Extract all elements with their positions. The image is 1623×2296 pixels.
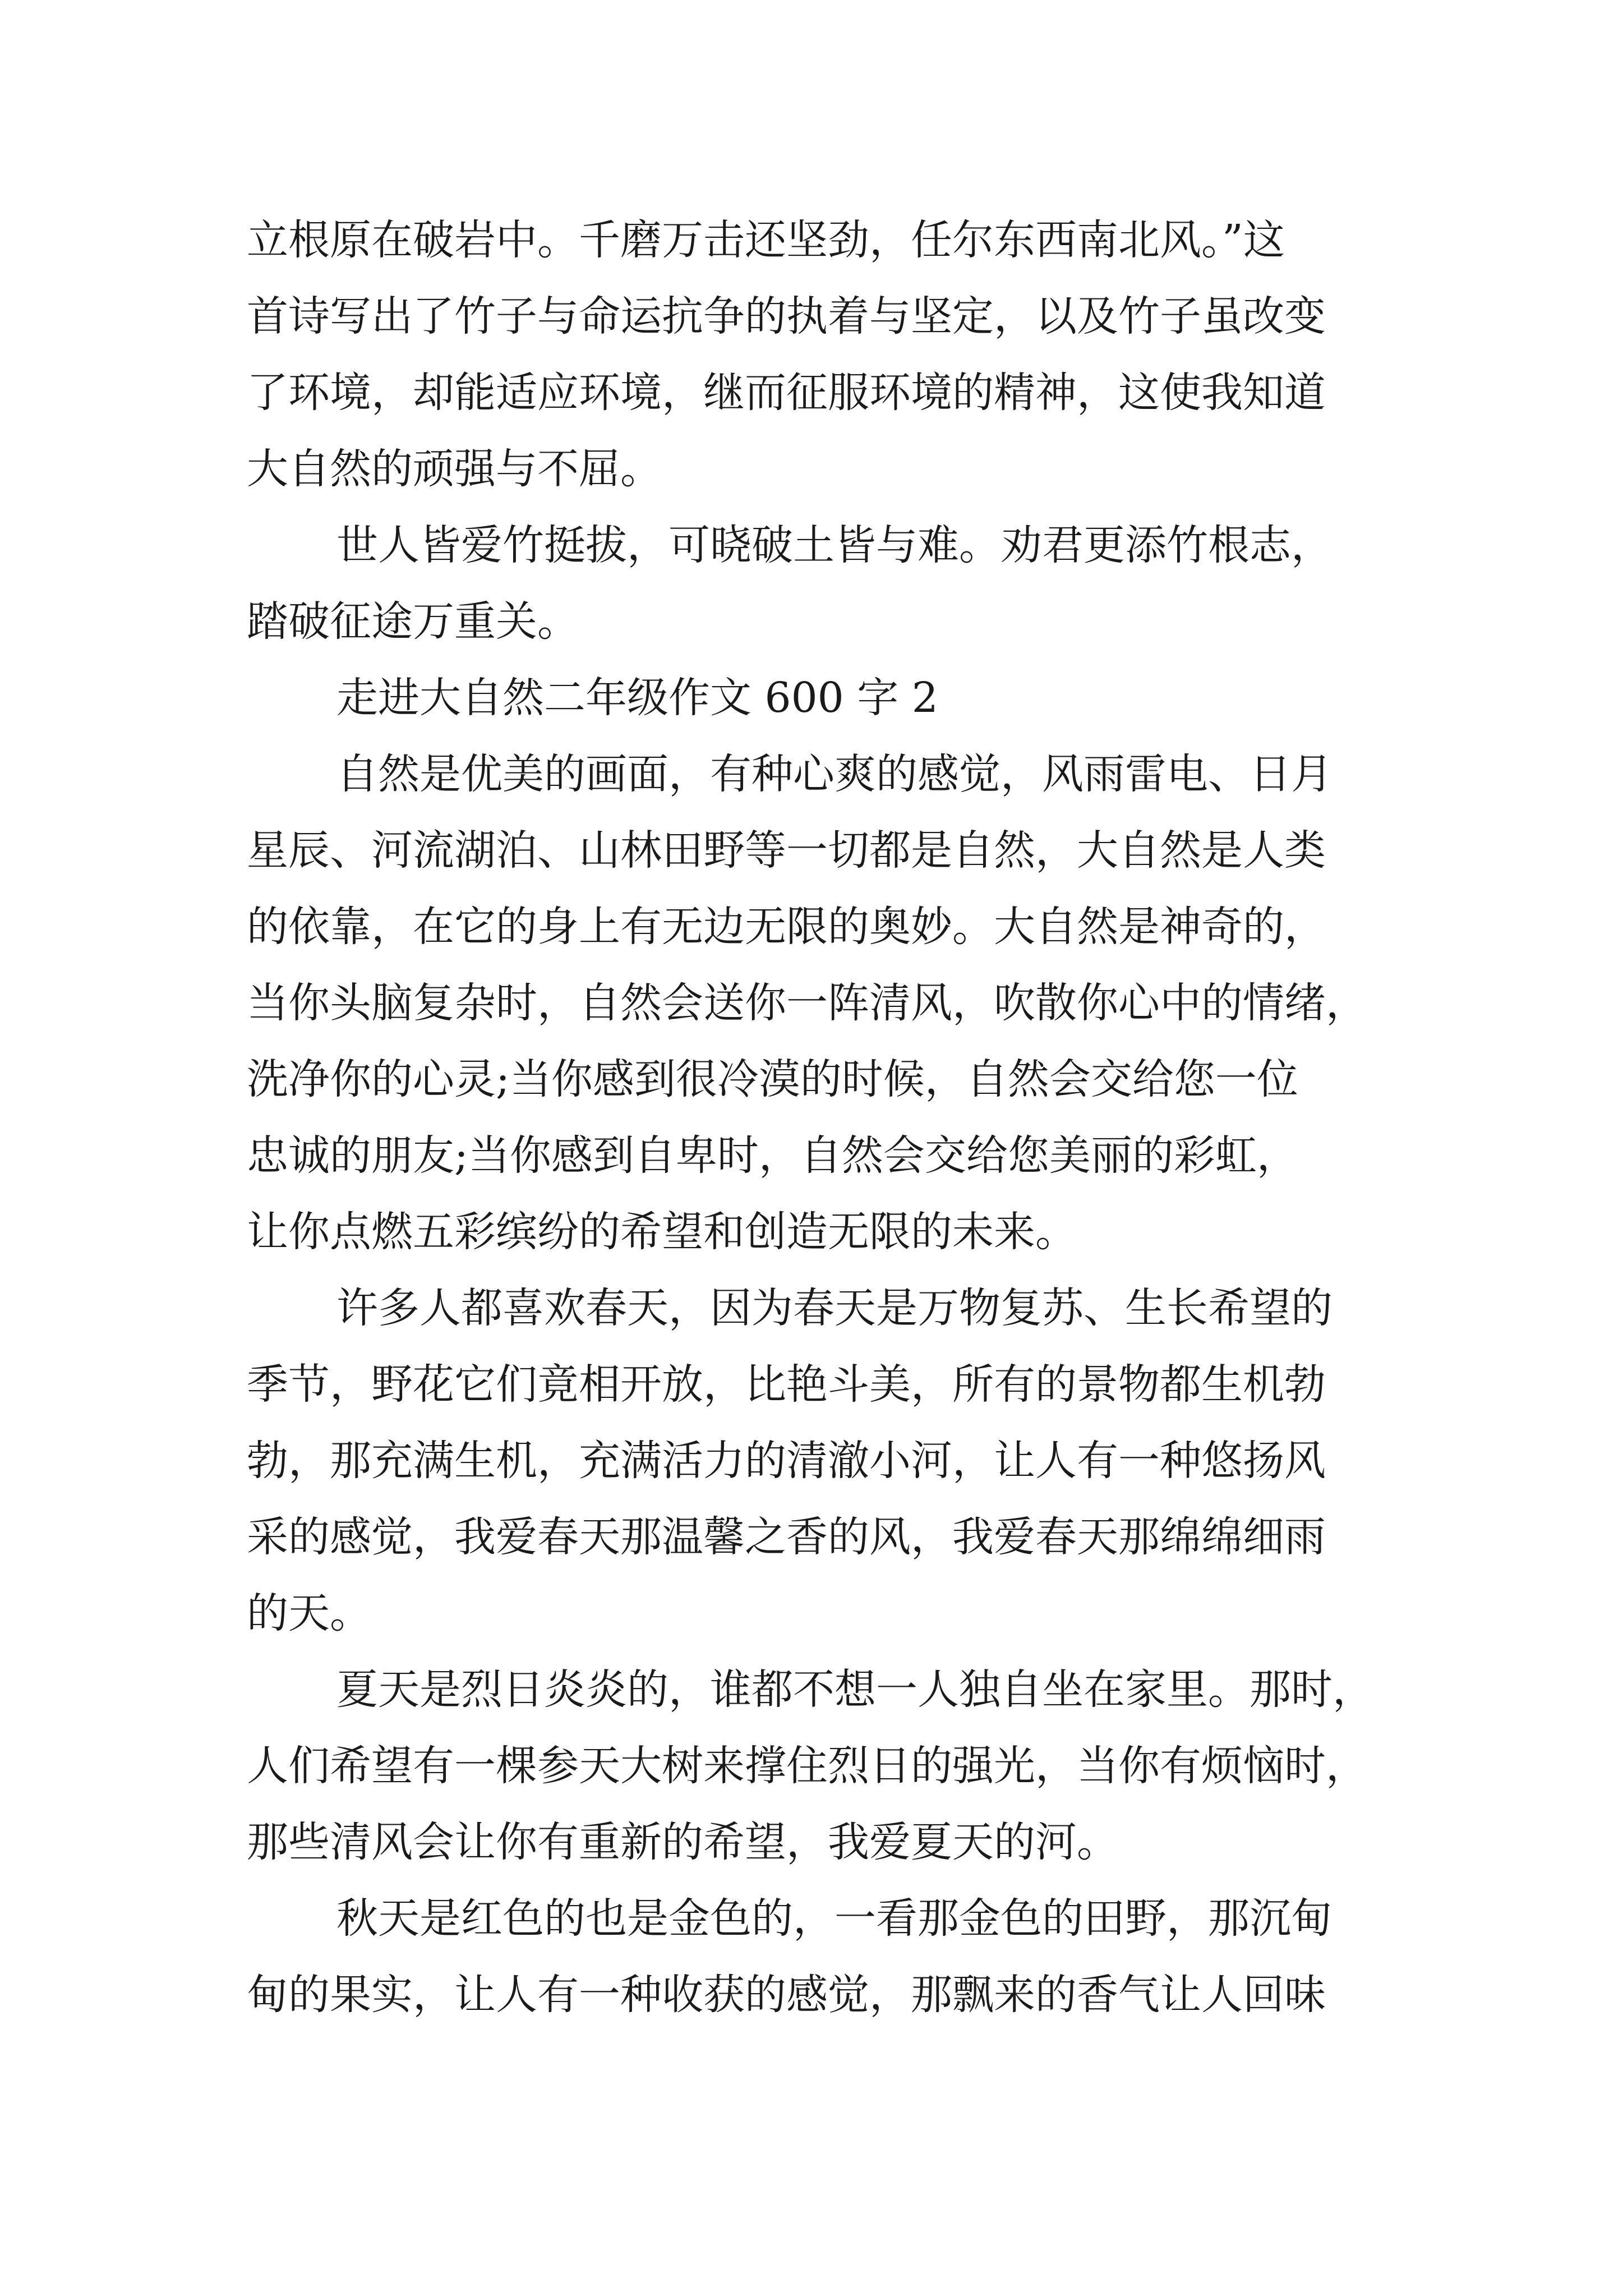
text-line: 秋天是红色的也是金色的，一看那金色的田野，那沉甸 bbox=[336, 1894, 1332, 1943]
text-line: 人们希望有一棵参天大树来撑住烈日的强光，当你有烦恼时， bbox=[247, 1742, 1367, 1790]
text-line: 踏破征途万重关。 bbox=[247, 597, 579, 646]
document-page bbox=[247, 202, 1391, 2221]
text-line: 立根原在破岩中。千磨万击还坚劲，任尔东西南北风。”这 bbox=[247, 216, 1285, 264]
text-line: 世人皆爱竹挺拔，可晓破土皆与难。劝君更添竹根志， bbox=[336, 521, 1332, 569]
text-line: 忠诚的朋友;当你感到自卑时，自然会交给您美丽的彩虹， bbox=[247, 1131, 1298, 1180]
text-line: 让你点燃五彩缤纷的希望和创造无限的未来。 bbox=[247, 1208, 1077, 1256]
text-line: 大自然的顽强与不屈。 bbox=[247, 445, 662, 493]
text-line: 的依靠，在它的身上有无边无限的奥妙。大自然是神奇的， bbox=[247, 903, 1326, 951]
section-heading: 走进大自然二年级作文 600 字 2 bbox=[336, 674, 938, 722]
text-line: 的天。 bbox=[247, 1589, 371, 1637]
text-line: 了环境，却能适应环境，继而征服环境的精神，这使我知道 bbox=[247, 369, 1326, 417]
text-line: 甸的果实，让人有一种收获的感觉，那飘来的香气让人回味 bbox=[247, 1971, 1326, 2019]
text-line: 那些清风会让你有重新的希望，我爱夏天的河。 bbox=[247, 1818, 1118, 1866]
text-line: 季节，野花它们竟相开放，比艳斗美，所有的景物都生机勃 bbox=[247, 1360, 1326, 1409]
text-line: 当你头脑复杂时，自然会送你一阵清风，吹散你心中的情绪， bbox=[247, 979, 1367, 1027]
text-line: 采的感觉，我爱春天那温馨之香的风，我爱春天那绵绵细雨 bbox=[247, 1513, 1326, 1561]
text-line: 星辰、河流湖泊、山林田野等一切都是自然，大自然是人类 bbox=[247, 826, 1326, 875]
text-line: 洗净你的心灵;当你感到很冷漠的时候，自然会交给您一位 bbox=[247, 1055, 1298, 1103]
text-line: 夏天是烈日炎炎的，谁都不想一人独自坐在家里。那时， bbox=[336, 1665, 1374, 1714]
text-line: 自然是优美的画面，有种心爽的感觉，风雨雷电、日月 bbox=[336, 750, 1332, 798]
text-line: 勃，那充满生机，充满活力的清澈小河，让人有一种悠扬风 bbox=[247, 1437, 1326, 1485]
text-line: 首诗写出了竹子与命运抗争的执着与坚定，以及竹子虽改变 bbox=[247, 292, 1326, 341]
text-line: 许多人都喜欢春天，因为春天是万物复苏、生长希望的 bbox=[336, 1284, 1332, 1332]
